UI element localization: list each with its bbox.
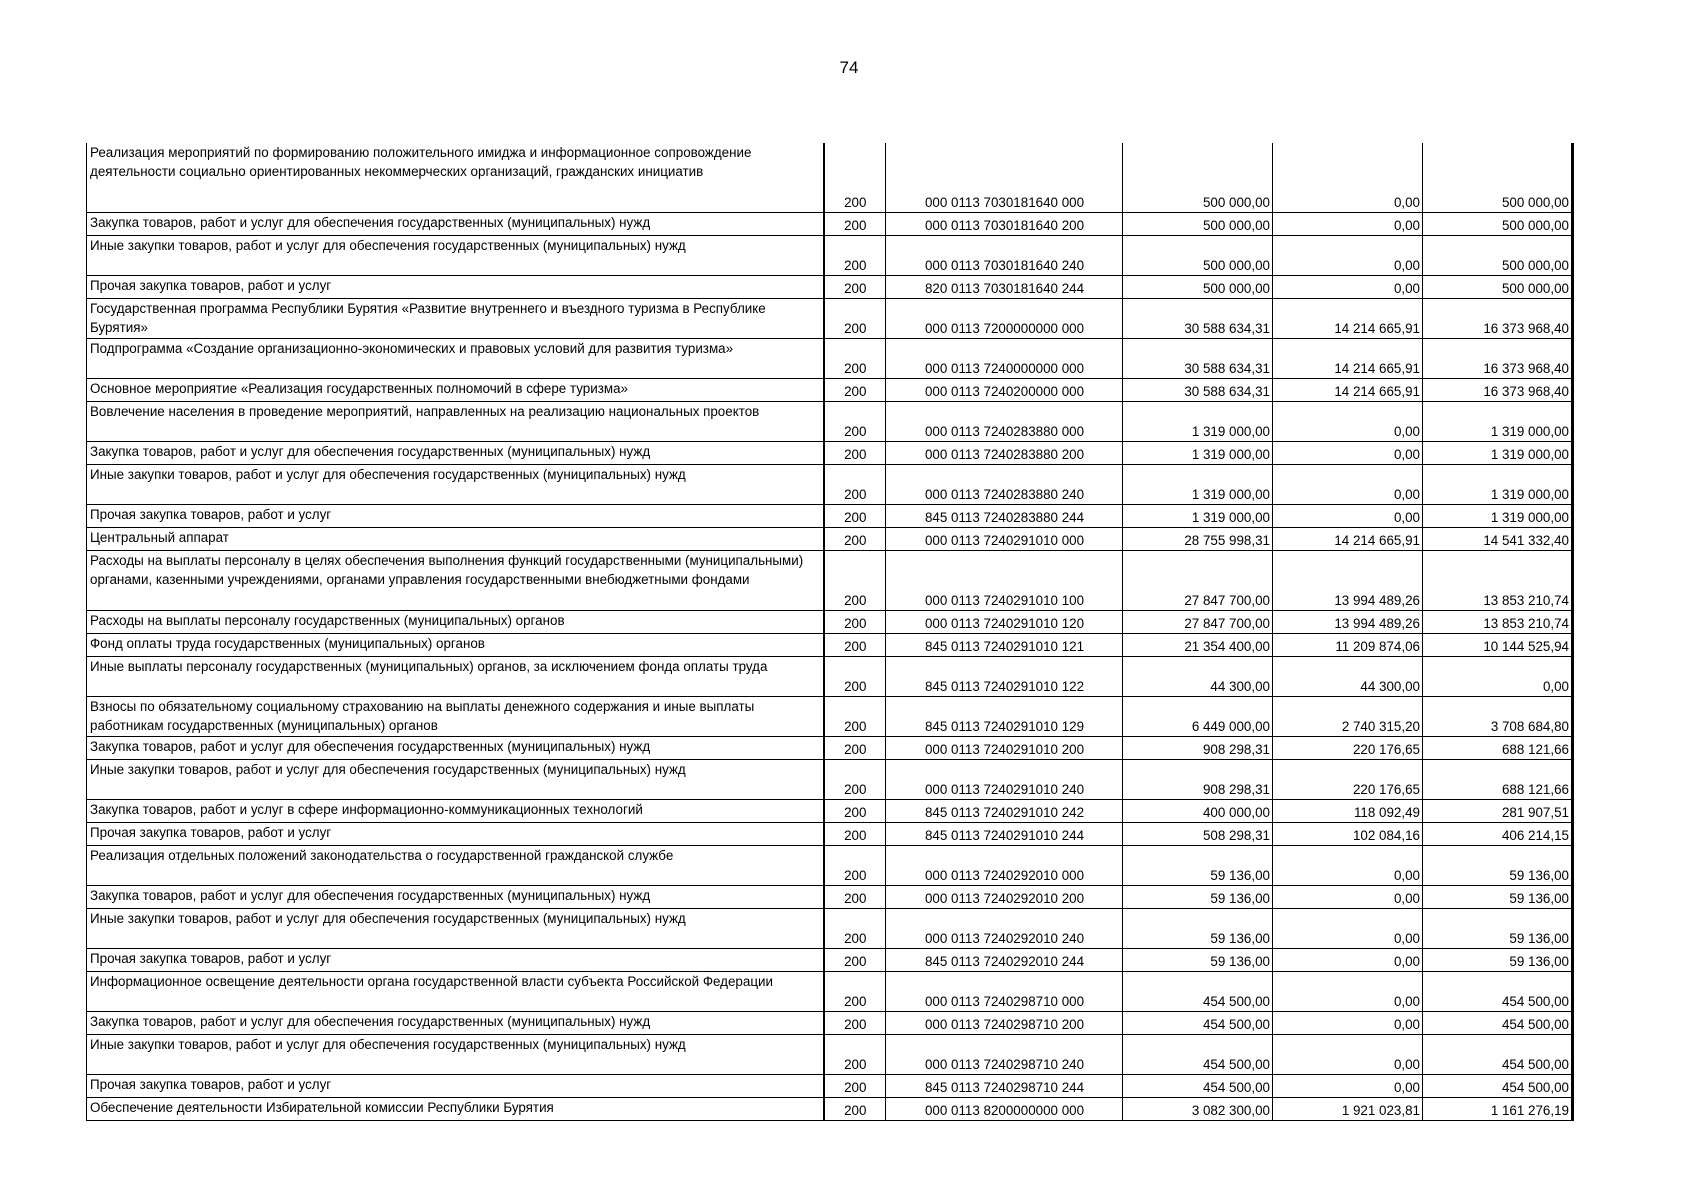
row-done-cell: 14 214 665,91 xyxy=(1273,527,1423,550)
row-plan-cell: 28 755 998,31 xyxy=(1123,527,1273,550)
table-row xyxy=(87,908,1573,948)
row-done-cell: 0,00 xyxy=(1273,1074,1423,1097)
table-row xyxy=(87,212,1573,235)
row-plan-cell: 500 000,00 xyxy=(1123,212,1273,235)
row-rest-cell: 14 541 332,40 xyxy=(1423,527,1573,550)
row-plan-cell: 454 500,00 xyxy=(1123,1074,1273,1097)
row-code-cell: 200 xyxy=(824,885,886,908)
row-name-cell: Реализация отдельных положений законодательства о государственной гражданской службе xyxy=(87,845,824,885)
row-name-cell: Взносы по обязательному социальному страхованию на выплаты денежного содержания и иные выплаты работникам государственных (муниципальных) органов xyxy=(87,696,824,736)
table-row xyxy=(87,550,1573,610)
row-done-cell: 0,00 xyxy=(1273,948,1423,971)
row-rest-cell: 454 500,00 xyxy=(1423,1074,1573,1097)
row-plan-cell: 1 319 000,00 xyxy=(1123,441,1273,464)
row-name-cell: Обеспечение деятельности Избирательной комиссии Республики Бурятия xyxy=(87,1097,824,1120)
table-row xyxy=(87,1097,1573,1120)
row-name-cell: Центральный аппарат xyxy=(87,527,824,550)
row-kbk-cell: 000 0113 7030181640 000 xyxy=(886,143,1123,212)
table-row xyxy=(87,527,1573,550)
row-code-cell: 200 xyxy=(824,845,886,885)
row-kbk-cell: 845 0113 7240298710 244 xyxy=(886,1074,1123,1097)
row-kbk-cell: 845 0113 7240283880 244 xyxy=(886,504,1123,527)
row-name-cell: Информационное освещение деятельности органа государственной власти субъекта Российской Федерации xyxy=(87,971,824,1011)
row-kbk-cell: 845 0113 7240291010 244 xyxy=(886,822,1123,845)
row-name-cell: Закупка товаров, работ и услуг для обеспечения государственных (муниципальных) нужд xyxy=(87,1011,824,1034)
row-code-cell: 200 xyxy=(824,1034,886,1074)
table-row xyxy=(87,441,1573,464)
row-plan-cell: 908 298,31 xyxy=(1123,759,1273,799)
row-name-cell: Иные закупки товаров, работ и услуг для обеспечения государственных (муниципальных) нужд xyxy=(87,908,824,948)
row-plan-cell: 1 319 000,00 xyxy=(1123,464,1273,504)
row-kbk-cell: 820 0113 7030181640 244 xyxy=(886,275,1123,298)
row-done-cell: 0,00 xyxy=(1273,235,1423,275)
row-kbk-cell: 000 0113 7240291010 100 xyxy=(886,550,1123,610)
row-rest-cell: 454 500,00 xyxy=(1423,1034,1573,1074)
row-rest-cell: 500 000,00 xyxy=(1423,275,1573,298)
row-kbk-cell: 000 0113 7240298710 000 xyxy=(886,971,1123,1011)
row-name-cell: Прочая закупка товаров, работ и услуг xyxy=(87,822,824,845)
row-rest-cell: 59 136,00 xyxy=(1423,885,1573,908)
row-kbk-cell: 000 0113 7240292010 240 xyxy=(886,908,1123,948)
row-rest-cell: 16 373 968,40 xyxy=(1423,338,1573,378)
table-row xyxy=(87,1011,1573,1034)
row-kbk-cell: 000 0113 7240291010 200 xyxy=(886,736,1123,759)
row-plan-cell: 500 000,00 xyxy=(1123,235,1273,275)
row-rest-cell: 406 214,15 xyxy=(1423,822,1573,845)
row-plan-cell: 454 500,00 xyxy=(1123,971,1273,1011)
row-rest-cell: 13 853 210,74 xyxy=(1423,550,1573,610)
row-kbk-cell: 845 0113 7240292010 244 xyxy=(886,948,1123,971)
row-kbk-cell: 000 0113 7240283880 240 xyxy=(886,464,1123,504)
row-code-cell: 200 xyxy=(824,338,886,378)
budget-execution-table xyxy=(86,143,1574,1121)
row-plan-cell: 30 588 634,31 xyxy=(1123,378,1273,401)
row-code-cell: 200 xyxy=(824,822,886,845)
table-row xyxy=(87,759,1573,799)
row-name-cell: Прочая закупка товаров, работ и услуг xyxy=(87,1074,824,1097)
row-done-cell: 14 214 665,91 xyxy=(1273,298,1423,338)
row-done-cell: 13 994 489,26 xyxy=(1273,550,1423,610)
table-row xyxy=(87,1034,1573,1074)
row-done-cell: 0,00 xyxy=(1273,885,1423,908)
row-plan-cell: 59 136,00 xyxy=(1123,885,1273,908)
row-name-cell: Расходы на выплаты персоналу государственных (муниципальных) органов xyxy=(87,610,824,633)
row-name-cell: Основное мероприятие «Реализация государственных полномочий в сфере туризма» xyxy=(87,378,824,401)
row-code-cell: 200 xyxy=(824,464,886,504)
row-done-cell: 44 300,00 xyxy=(1273,656,1423,696)
row-code-cell: 200 xyxy=(824,633,886,656)
row-plan-cell: 400 000,00 xyxy=(1123,799,1273,822)
row-code-cell: 200 xyxy=(824,527,886,550)
row-name-cell: Закупка товаров, работ и услуг для обеспечения государственных (муниципальных) нужд xyxy=(87,736,824,759)
row-code-cell: 200 xyxy=(824,1074,886,1097)
row-rest-cell: 454 500,00 xyxy=(1423,971,1573,1011)
row-kbk-cell: 000 0113 7240200000 000 xyxy=(886,378,1123,401)
table-row xyxy=(87,1074,1573,1097)
row-code-cell: 200 xyxy=(824,971,886,1011)
row-done-cell: 0,00 xyxy=(1273,1011,1423,1034)
row-code-cell: 200 xyxy=(824,948,886,971)
row-done-cell: 0,00 xyxy=(1273,971,1423,1011)
row-rest-cell: 1 319 000,00 xyxy=(1423,464,1573,504)
row-kbk-cell: 845 0113 7240291010 121 xyxy=(886,633,1123,656)
row-done-cell: 118 092,49 xyxy=(1273,799,1423,822)
row-name-cell: Закупка товаров, работ и услуг в сфере информационно-коммуникационных технологий xyxy=(87,799,824,822)
row-kbk-cell: 000 0113 7240291010 000 xyxy=(886,527,1123,550)
row-rest-cell: 0,00 xyxy=(1423,656,1573,696)
table-row xyxy=(87,378,1573,401)
row-plan-cell: 454 500,00 xyxy=(1123,1034,1273,1074)
table-row xyxy=(87,401,1573,441)
row-name-cell: Фонд оплаты труда государственных (муниципальных) органов xyxy=(87,633,824,656)
table-row xyxy=(87,464,1573,504)
row-plan-cell: 500 000,00 xyxy=(1123,275,1273,298)
row-kbk-cell: 000 0113 7240291010 120 xyxy=(886,610,1123,633)
row-rest-cell: 59 136,00 xyxy=(1423,948,1573,971)
row-code-cell: 200 xyxy=(824,275,886,298)
row-plan-cell: 27 847 700,00 xyxy=(1123,550,1273,610)
table-row xyxy=(87,656,1573,696)
row-plan-cell: 59 136,00 xyxy=(1123,845,1273,885)
row-rest-cell: 16 373 968,40 xyxy=(1423,378,1573,401)
row-done-cell: 0,00 xyxy=(1273,504,1423,527)
row-code-cell: 200 xyxy=(824,799,886,822)
row-code-cell: 200 xyxy=(824,550,886,610)
row-rest-cell: 1 319 000,00 xyxy=(1423,504,1573,527)
row-kbk-cell: 000 0113 7240292010 000 xyxy=(886,845,1123,885)
row-plan-cell: 27 847 700,00 xyxy=(1123,610,1273,633)
row-plan-cell: 500 000,00 xyxy=(1123,143,1273,212)
table-row xyxy=(87,948,1573,971)
row-done-cell: 0,00 xyxy=(1273,441,1423,464)
row-kbk-cell: 000 0113 7240298710 240 xyxy=(886,1034,1123,1074)
row-done-cell: 0,00 xyxy=(1273,401,1423,441)
table-row xyxy=(87,633,1573,656)
row-plan-cell: 21 354 400,00 xyxy=(1123,633,1273,656)
row-done-cell: 11 209 874,06 xyxy=(1273,633,1423,656)
row-rest-cell: 688 121,66 xyxy=(1423,736,1573,759)
row-code-cell: 200 xyxy=(824,759,886,799)
table-row xyxy=(87,610,1573,633)
table-row xyxy=(87,298,1573,338)
row-name-cell: Иные выплаты персоналу государственных (муниципальных) органов, за исключением фонда оплаты труда xyxy=(87,656,824,696)
row-kbk-cell: 845 0113 7240291010 242 xyxy=(886,799,1123,822)
row-code-cell: 200 xyxy=(824,143,886,212)
row-done-cell: 0,00 xyxy=(1273,908,1423,948)
row-code-cell: 200 xyxy=(824,908,886,948)
row-plan-cell: 908 298,31 xyxy=(1123,736,1273,759)
row-rest-cell: 500 000,00 xyxy=(1423,212,1573,235)
row-kbk-cell: 000 0113 7030181640 240 xyxy=(886,235,1123,275)
row-kbk-cell: 000 0113 7240283880 200 xyxy=(886,441,1123,464)
table-row xyxy=(87,736,1573,759)
table-row xyxy=(87,275,1573,298)
row-name-cell: Расходы на выплаты персоналу в целях обеспечения выполнения функций государственными (муниципальными) органами, казенными учреждениями, органами управления государственными внебюджетными фондами xyxy=(87,550,824,610)
row-code-cell: 200 xyxy=(824,235,886,275)
row-kbk-cell: 000 0113 8200000000 000 xyxy=(886,1097,1123,1120)
row-code-cell: 200 xyxy=(824,736,886,759)
row-plan-cell: 59 136,00 xyxy=(1123,948,1273,971)
row-name-cell: Реализация мероприятий по формированию положительного имиджа и информационное сопровождение деятельности социально ориентированных некоммерческих организаций, гражданских инициатив xyxy=(87,143,824,212)
row-rest-cell: 1 319 000,00 xyxy=(1423,401,1573,441)
row-name-cell: Государственная программа Республики Бурятия «Развитие внутреннего и въездного туризма в Республике Бурятия» xyxy=(87,298,824,338)
row-rest-cell: 454 500,00 xyxy=(1423,1011,1573,1034)
row-name-cell: Иные закупки товаров, работ и услуг для обеспечения государственных (муниципальных) нужд xyxy=(87,1034,824,1074)
row-done-cell: 0,00 xyxy=(1273,1034,1423,1074)
row-name-cell: Закупка товаров, работ и услуг для обеспечения государственных (муниципальных) нужд xyxy=(87,212,824,235)
row-name-cell: Вовлечение населения в проведение мероприятий, направленных на реализацию национальных проектов xyxy=(87,401,824,441)
row-plan-cell: 3 082 300,00 xyxy=(1123,1097,1273,1120)
row-done-cell: 220 176,65 xyxy=(1273,759,1423,799)
row-plan-cell: 454 500,00 xyxy=(1123,1011,1273,1034)
row-name-cell: Иные закупки товаров, работ и услуг для обеспечения государственных (муниципальных) нужд xyxy=(87,235,824,275)
row-rest-cell: 1 161 276,19 xyxy=(1423,1097,1573,1120)
table-body xyxy=(87,143,1573,1120)
row-kbk-cell: 000 0113 7240000000 000 xyxy=(886,338,1123,378)
row-name-cell: Прочая закупка товаров, работ и услуг xyxy=(87,948,824,971)
row-code-cell: 200 xyxy=(824,610,886,633)
row-code-cell: 200 xyxy=(824,401,886,441)
row-name-cell: Подпрограмма «Создание организационно-экономических и правовых условий для развития туризма» xyxy=(87,338,824,378)
row-plan-cell: 44 300,00 xyxy=(1123,656,1273,696)
row-rest-cell: 16 373 968,40 xyxy=(1423,298,1573,338)
row-code-cell: 200 xyxy=(824,696,886,736)
row-code-cell: 200 xyxy=(824,504,886,527)
row-name-cell: Иные закупки товаров, работ и услуг для обеспечения государственных (муниципальных) нужд xyxy=(87,759,824,799)
row-rest-cell: 10 144 525,94 xyxy=(1423,633,1573,656)
table-row xyxy=(87,822,1573,845)
row-rest-cell: 59 136,00 xyxy=(1423,908,1573,948)
row-name-cell: Закупка товаров, работ и услуг для обеспечения государственных (муниципальных) нужд xyxy=(87,885,824,908)
row-done-cell: 2 740 315,20 xyxy=(1273,696,1423,736)
row-done-cell: 14 214 665,91 xyxy=(1273,338,1423,378)
table-row xyxy=(87,338,1573,378)
row-name-cell: Прочая закупка товаров, работ и услуг xyxy=(87,275,824,298)
row-plan-cell: 508 298,31 xyxy=(1123,822,1273,845)
row-code-cell: 200 xyxy=(824,656,886,696)
row-rest-cell: 500 000,00 xyxy=(1423,235,1573,275)
row-kbk-cell: 000 0113 7240291010 240 xyxy=(886,759,1123,799)
row-code-cell: 200 xyxy=(824,1097,886,1120)
row-rest-cell: 281 907,51 xyxy=(1423,799,1573,822)
row-code-cell: 200 xyxy=(824,1011,886,1034)
row-done-cell: 102 084,16 xyxy=(1273,822,1423,845)
row-kbk-cell: 845 0113 7240291010 129 xyxy=(886,696,1123,736)
row-plan-cell: 1 319 000,00 xyxy=(1123,504,1273,527)
row-code-cell: 200 xyxy=(824,298,886,338)
row-done-cell: 1 921 023,81 xyxy=(1273,1097,1423,1120)
page-number: 74 xyxy=(839,58,859,77)
table-row xyxy=(87,696,1573,736)
row-kbk-cell: 000 0113 7030181640 200 xyxy=(886,212,1123,235)
row-plan-cell: 6 449 000,00 xyxy=(1123,696,1273,736)
table-row xyxy=(87,845,1573,885)
row-rest-cell: 13 853 210,74 xyxy=(1423,610,1573,633)
row-plan-cell: 59 136,00 xyxy=(1123,908,1273,948)
row-done-cell: 0,00 xyxy=(1273,275,1423,298)
row-done-cell: 0,00 xyxy=(1273,464,1423,504)
row-code-cell: 200 xyxy=(824,378,886,401)
row-done-cell: 0,00 xyxy=(1273,845,1423,885)
table-row xyxy=(87,799,1573,822)
row-done-cell: 0,00 xyxy=(1273,143,1423,212)
row-rest-cell: 500 000,00 xyxy=(1423,143,1573,212)
row-code-cell: 200 xyxy=(824,441,886,464)
row-done-cell: 13 994 489,26 xyxy=(1273,610,1423,633)
row-rest-cell: 59 136,00 xyxy=(1423,845,1573,885)
row-plan-cell: 30 588 634,31 xyxy=(1123,298,1273,338)
row-rest-cell: 1 319 000,00 xyxy=(1423,441,1573,464)
table-row xyxy=(87,885,1573,908)
row-kbk-cell: 000 0113 7240298710 200 xyxy=(886,1011,1123,1034)
row-done-cell: 14 214 665,91 xyxy=(1273,378,1423,401)
table-row xyxy=(87,504,1573,527)
row-kbk-cell: 000 0113 7240292010 200 xyxy=(886,885,1123,908)
table-row xyxy=(87,143,1573,212)
row-kbk-cell: 000 0113 7240283880 000 xyxy=(886,401,1123,441)
row-plan-cell: 1 319 000,00 xyxy=(1123,401,1273,441)
row-name-cell: Иные закупки товаров, работ и услуг для обеспечения государственных (муниципальных) нужд xyxy=(87,464,824,504)
row-kbk-cell: 000 0113 7200000000 000 xyxy=(886,298,1123,338)
row-plan-cell: 30 588 634,31 xyxy=(1123,338,1273,378)
row-rest-cell: 3 708 684,80 xyxy=(1423,696,1573,736)
row-code-cell: 200 xyxy=(824,212,886,235)
row-name-cell: Закупка товаров, работ и услуг для обеспечения государственных (муниципальных) нужд xyxy=(87,441,824,464)
row-rest-cell: 688 121,66 xyxy=(1423,759,1573,799)
table-row xyxy=(87,235,1573,275)
row-name-cell: Прочая закупка товаров, работ и услуг xyxy=(87,504,824,527)
table-row xyxy=(87,971,1573,1011)
row-done-cell: 220 176,65 xyxy=(1273,736,1423,759)
row-done-cell: 0,00 xyxy=(1273,212,1423,235)
row-kbk-cell: 845 0113 7240291010 122 xyxy=(886,656,1123,696)
